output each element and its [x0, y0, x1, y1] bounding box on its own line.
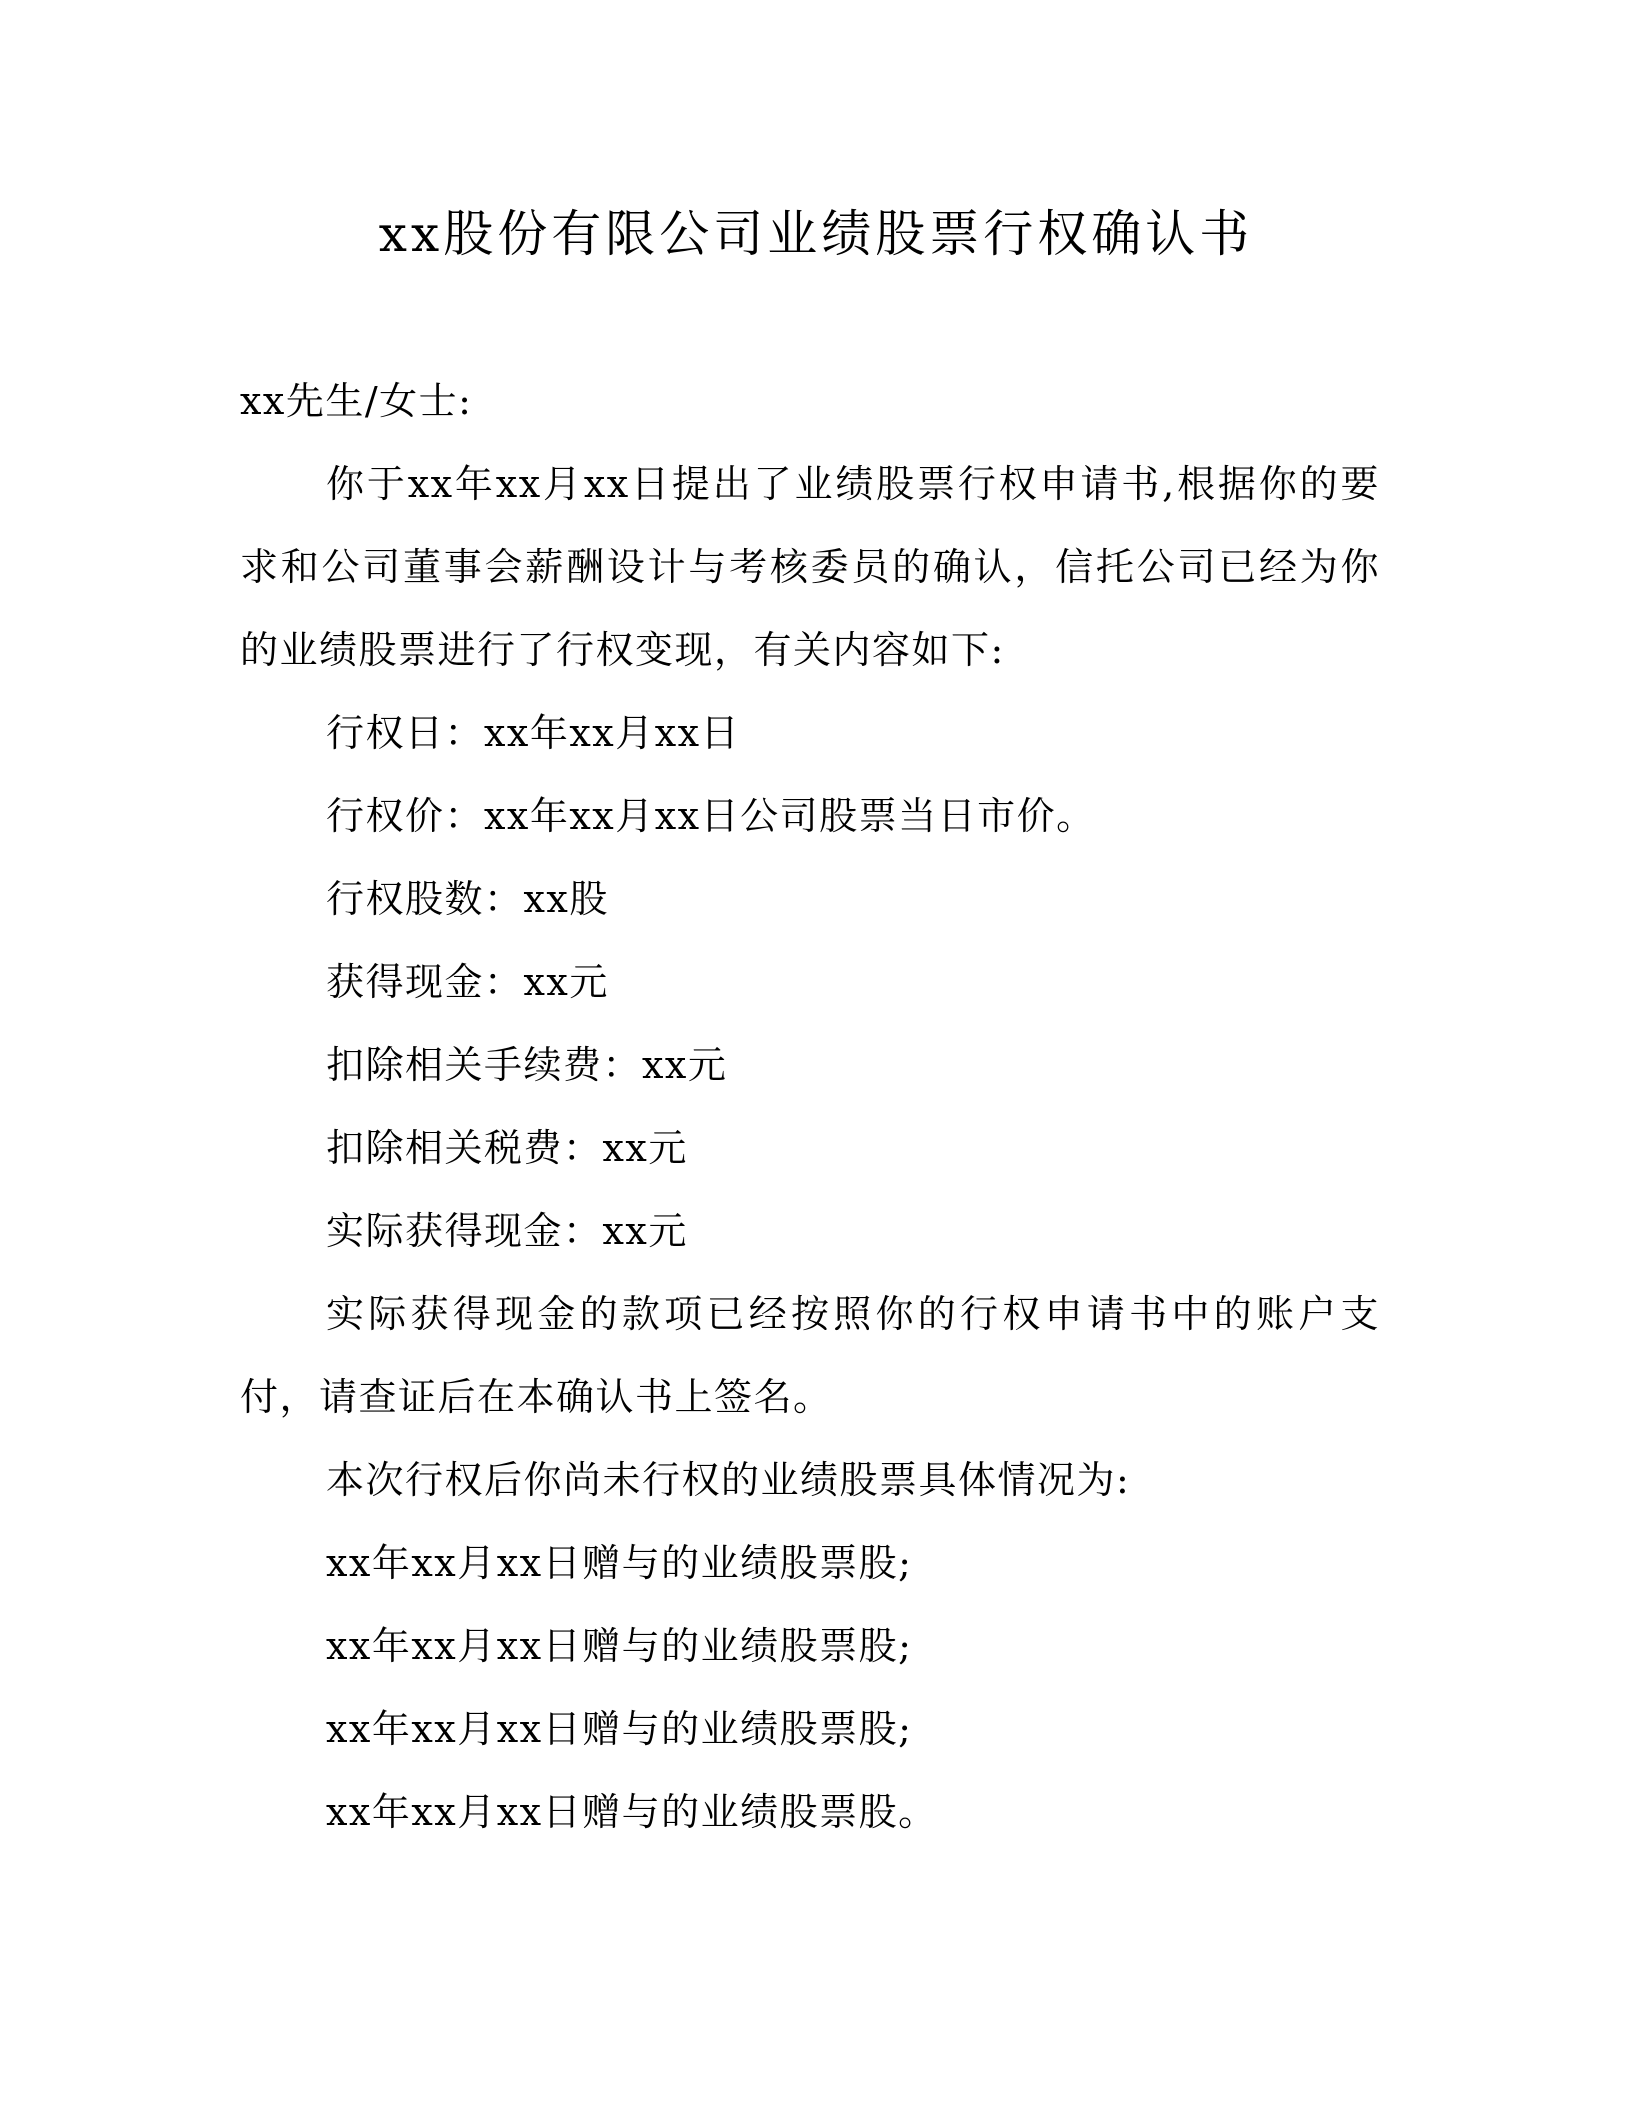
payment-paragraph: 实际获得现金的款项已经按照你的行权申请书中的账户支付，请查证后在本确认书上签名。	[240, 1292, 1380, 1419]
remaining-item: xx年xx月xx日赠与的业绩股票股;	[326, 1541, 913, 1585]
intro-paragraph: 你于xx年xx月xx日提出了业绩股票行权申请书,根据你的要求和公司董事会薪酬设计与考核委员的确认，信托公司已经为你的业绩股票进行了行权变现，有关内容如下:	[240, 462, 1380, 672]
detail-exercise-date: 行权日：xx年xx月xx日	[326, 711, 741, 755]
detail-share-count: 行权股数：xx股	[326, 877, 609, 921]
detail-exercise-price: 行权价：xx年xx月xx日公司股票当日市价。	[326, 794, 1096, 838]
document-title: xx股份有限公司业绩股票行权确认书	[378, 205, 1254, 263]
detail-cash-received: 获得现金：xx元	[326, 960, 609, 1004]
remaining-item: xx年xx月xx日赠与的业绩股票股。	[326, 1790, 938, 1834]
remaining-intro: 本次行权后你尚未行权的业绩股票具体情况为:	[326, 1458, 1131, 1502]
remaining-item: xx年xx月xx日赠与的业绩股票股;	[326, 1624, 913, 1668]
detail-tax-fee: 扣除相关税费：xx元	[326, 1126, 688, 1170]
document-body	[240, 360, 1380, 1854]
detail-handling-fee: 扣除相关手续费：xx元	[326, 1043, 728, 1087]
salutation: xx先生/女士:	[240, 379, 473, 423]
remaining-item: xx年xx月xx日赠与的业绩股票股;	[326, 1707, 913, 1751]
detail-actual-cash: 实际获得现金：xx元	[326, 1209, 688, 1253]
